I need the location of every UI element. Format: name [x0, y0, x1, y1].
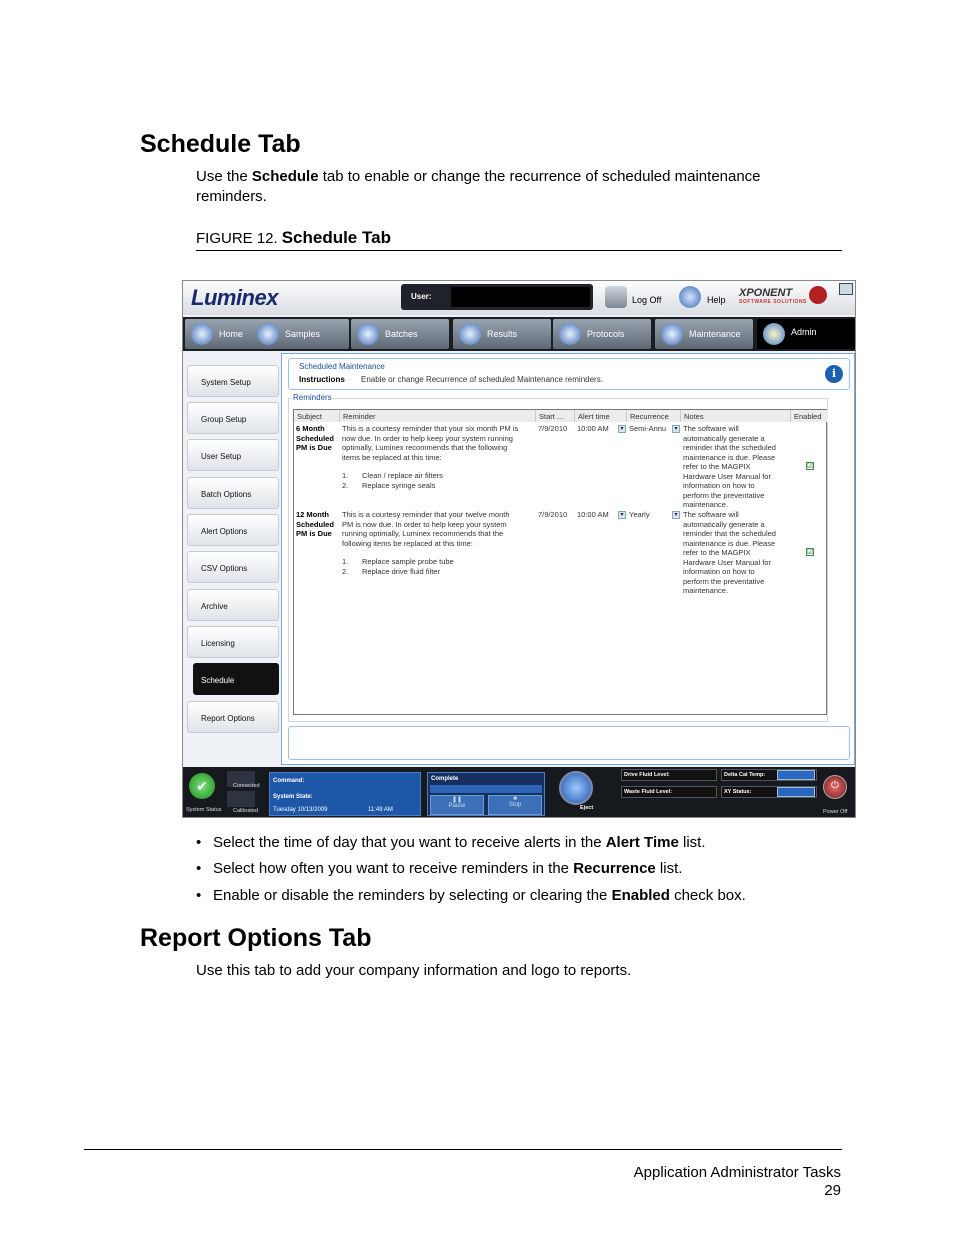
user-label: User:	[411, 292, 432, 301]
panel-title: Scheduled Maintenance	[299, 362, 385, 371]
batches-icon	[357, 323, 379, 345]
col-start[interactable]: Start ...	[536, 410, 575, 422]
status-time: 11:49 AM	[368, 807, 393, 813]
xy-status-value	[777, 787, 815, 797]
power-off-label: Power Off	[823, 809, 848, 815]
admin-icon	[763, 323, 785, 345]
system-ok-icon[interactable]: ✔	[189, 773, 215, 799]
row1-notes: The software will automatically generate a reminder that the scheduled maintenance is due. Please refer to the MAGPIX Hardware User Manual for information on how to perform the preventative maintenance.	[683, 424, 776, 509]
luminex-logo: Luminex	[191, 285, 278, 310]
stop-icon: ■	[513, 796, 517, 802]
reminders-legend: Reminders	[293, 393, 332, 402]
eject-label: Eject	[580, 805, 594, 811]
results-icon	[459, 323, 481, 345]
section-heading-schedule: Schedule Tab	[140, 130, 301, 158]
row1-recurrence[interactable]: Semi-Annu	[629, 424, 667, 433]
pause-button[interactable]	[430, 795, 484, 815]
alert-time-dropdown-icon[interactable]: ▾	[618, 511, 626, 519]
schedule-intro: Use the Schedule tab to enable or change the recurrence of scheduled maintenance reminders.	[196, 168, 761, 205]
row1-alert-time[interactable]: 10:00 AM	[577, 424, 609, 433]
row1-enabled-checkbox[interactable]: ☑	[807, 463, 814, 470]
progress-bar	[430, 785, 542, 793]
report-options-intro: Use this tab to add your company information and logo to reports.	[196, 962, 632, 979]
instructions-label: Instructions	[299, 375, 345, 384]
row2-item1: 1. Replace sample probe tube	[342, 557, 454, 566]
col-subject[interactable]: Subject	[294, 410, 340, 422]
samples-icon	[257, 323, 279, 345]
command-label: Command:	[273, 778, 305, 784]
eject-button[interactable]	[559, 771, 593, 805]
tab-label: Samples	[285, 329, 321, 339]
sidebar-item-archive[interactable]: Archive	[187, 589, 279, 621]
waste-fluid-level: Waste Fluid Level:	[621, 786, 717, 798]
status-date: Tuesday 10/13/2009	[273, 807, 328, 813]
tab-results[interactable]	[453, 319, 551, 349]
col-alert-time[interactable]: Alert time	[575, 410, 627, 422]
row2-item2: 2. Replace drive fluid filter	[342, 567, 440, 576]
calibrated-icon	[227, 791, 255, 807]
minimize-icon[interactable]	[839, 283, 853, 295]
pause-label: Pause	[448, 803, 466, 809]
sidebar-item-user-setup[interactable]: User Setup	[187, 439, 279, 471]
maintenance-icon	[661, 323, 683, 345]
sidebar-item-system-setup[interactable]: System Setup	[187, 365, 279, 397]
row2-start: 7/9/2010	[538, 510, 568, 519]
row2-alert-time[interactable]: 10:00 AM	[577, 510, 609, 519]
xponent-logo: XPONENT SOFTWARE SOLUTIONS	[739, 287, 807, 305]
info-icon[interactable]: i	[825, 365, 843, 383]
bullet-enabled: • Enable or disable the reminders by selecting or clearing the Enabled check box.	[196, 887, 746, 904]
col-recurrence[interactable]: Recurrence	[627, 410, 681, 422]
row1-subject: 6 Month Scheduled PM is Due	[296, 424, 334, 452]
row1-reminder: This is a courtesy reminder that your six month PM is now due. In order to help keep your system running optimally, Luminex recommends that the following items be replaced at this time:	[342, 424, 519, 462]
tab-maintenance[interactable]	[655, 319, 753, 349]
sidebar-item-licensing[interactable]: Licensing	[187, 626, 279, 658]
reminders-table	[293, 409, 827, 715]
admin-sidebar	[187, 361, 279, 761]
stop-label: Stop	[508, 802, 522, 808]
tab-batches[interactable]	[351, 319, 449, 349]
app-top-bar	[183, 281, 856, 315]
bullet-recurrence: • Select how often you want to receive reminders in the Recurrence list.	[196, 860, 683, 877]
drive-fluid-level: Drive Fluid Level:	[621, 769, 717, 781]
panel-header	[288, 358, 850, 390]
main-tabs	[183, 317, 856, 351]
stop-button[interactable]	[488, 795, 542, 815]
user-field[interactable]	[451, 287, 590, 307]
tab-label: Results	[487, 329, 518, 339]
power-off-icon[interactable]: ⏻	[823, 775, 847, 799]
col-reminder[interactable]: Reminder	[340, 410, 536, 422]
footer-title: Application Administrator Tasks	[633, 1164, 841, 1181]
sidebar-item-alert-options[interactable]: Alert Options	[187, 514, 279, 546]
help-button[interactable]: Help	[707, 295, 726, 305]
delta-cal-temp: Delta Cal Temp:	[721, 769, 817, 781]
footer-rule	[84, 1149, 842, 1150]
recurrence-dropdown-icon[interactable]: ▾	[672, 425, 680, 433]
tab-label: Admin	[791, 327, 817, 337]
tab-label: Home	[219, 329, 244, 339]
tab-samples[interactable]	[251, 319, 349, 349]
protocols-icon	[559, 323, 581, 345]
alert-time-dropdown-icon[interactable]: ▾	[618, 425, 626, 433]
status-bar	[183, 767, 856, 818]
row1-start: 7/9/2010	[538, 424, 568, 433]
tab-label: Batches	[385, 329, 418, 339]
tab-admin[interactable]	[757, 319, 855, 349]
home-icon	[191, 323, 213, 345]
tab-label: Protocols	[587, 329, 625, 339]
pause-icon: ❚❚	[451, 797, 463, 803]
sidebar-item-batch-options[interactable]: Batch Options	[187, 477, 279, 509]
progress-panel	[427, 772, 545, 816]
col-notes[interactable]: Notes	[681, 410, 791, 422]
xy-status: XY Status:	[721, 786, 817, 798]
sidebar-item-csv-options[interactable]: CSV Options	[187, 551, 279, 583]
message-area	[288, 726, 850, 760]
sidebar-item-group-setup[interactable]: Group Setup	[187, 402, 279, 434]
schedule-tab-screenshot	[182, 280, 856, 818]
help-icon[interactable]	[679, 286, 701, 308]
sidebar-item-report-options[interactable]: Report Options	[187, 701, 279, 733]
logoff-icon[interactable]	[605, 286, 627, 308]
sidebar-item-schedule[interactable]: Schedule	[193, 663, 279, 695]
row2-reminder: This is a courtesy reminder that your twelve month PM is now due. In order to help keep your system running optimally, Luminex recommends that the following items be replaced at this time:	[342, 510, 510, 548]
tab-protocols[interactable]	[553, 319, 651, 349]
row1-item1: 1. Clean / replace air filters	[342, 471, 443, 480]
figure-rule	[196, 250, 842, 251]
schedule-panel	[281, 353, 855, 765]
command-panel	[269, 772, 421, 816]
tab-label: Maintenance	[689, 329, 741, 339]
row2-enabled-checkbox[interactable]: ☑	[807, 549, 814, 556]
user-box	[401, 284, 593, 310]
status-light-icon	[809, 286, 827, 304]
logoff-button[interactable]: Log Off	[632, 295, 662, 305]
row2-recurrence[interactable]: Yearly	[629, 510, 650, 519]
row2-subject: 12 Month Scheduled PM is Due	[296, 510, 334, 538]
complete-label: Complete	[431, 776, 459, 782]
system-state-label: System State:	[273, 794, 313, 800]
system-status-label: System Status	[186, 807, 222, 813]
figure-caption: FIGURE 12. Schedule Tab	[196, 228, 391, 247]
col-enabled[interactable]: Enabled	[791, 410, 828, 422]
instructions-text: Enable or change Recurrence of scheduled Maintenance reminders.	[361, 375, 603, 384]
row1-item2: 2. Replace syringe seals	[342, 481, 436, 490]
calibrated-label: Calibrated	[233, 808, 259, 814]
recurrence-dropdown-icon[interactable]: ▾	[672, 511, 680, 519]
reminders-group	[288, 398, 828, 722]
row2-notes: The software will automatically generate a reminder that the scheduled maintenance is due. Please refer to the MAGPIX Hardware User Manual for information on how to perform the preventative maintenance.	[683, 510, 776, 595]
connected-label: Connected	[233, 783, 260, 789]
bullet-alert-time: • Select the time of day that you want to receive alerts in the Alert Time list.	[196, 834, 706, 851]
delta-cal-value	[777, 770, 815, 780]
page-number: 29	[824, 1182, 841, 1199]
section-heading-report-options: Report Options Tab	[140, 924, 372, 952]
